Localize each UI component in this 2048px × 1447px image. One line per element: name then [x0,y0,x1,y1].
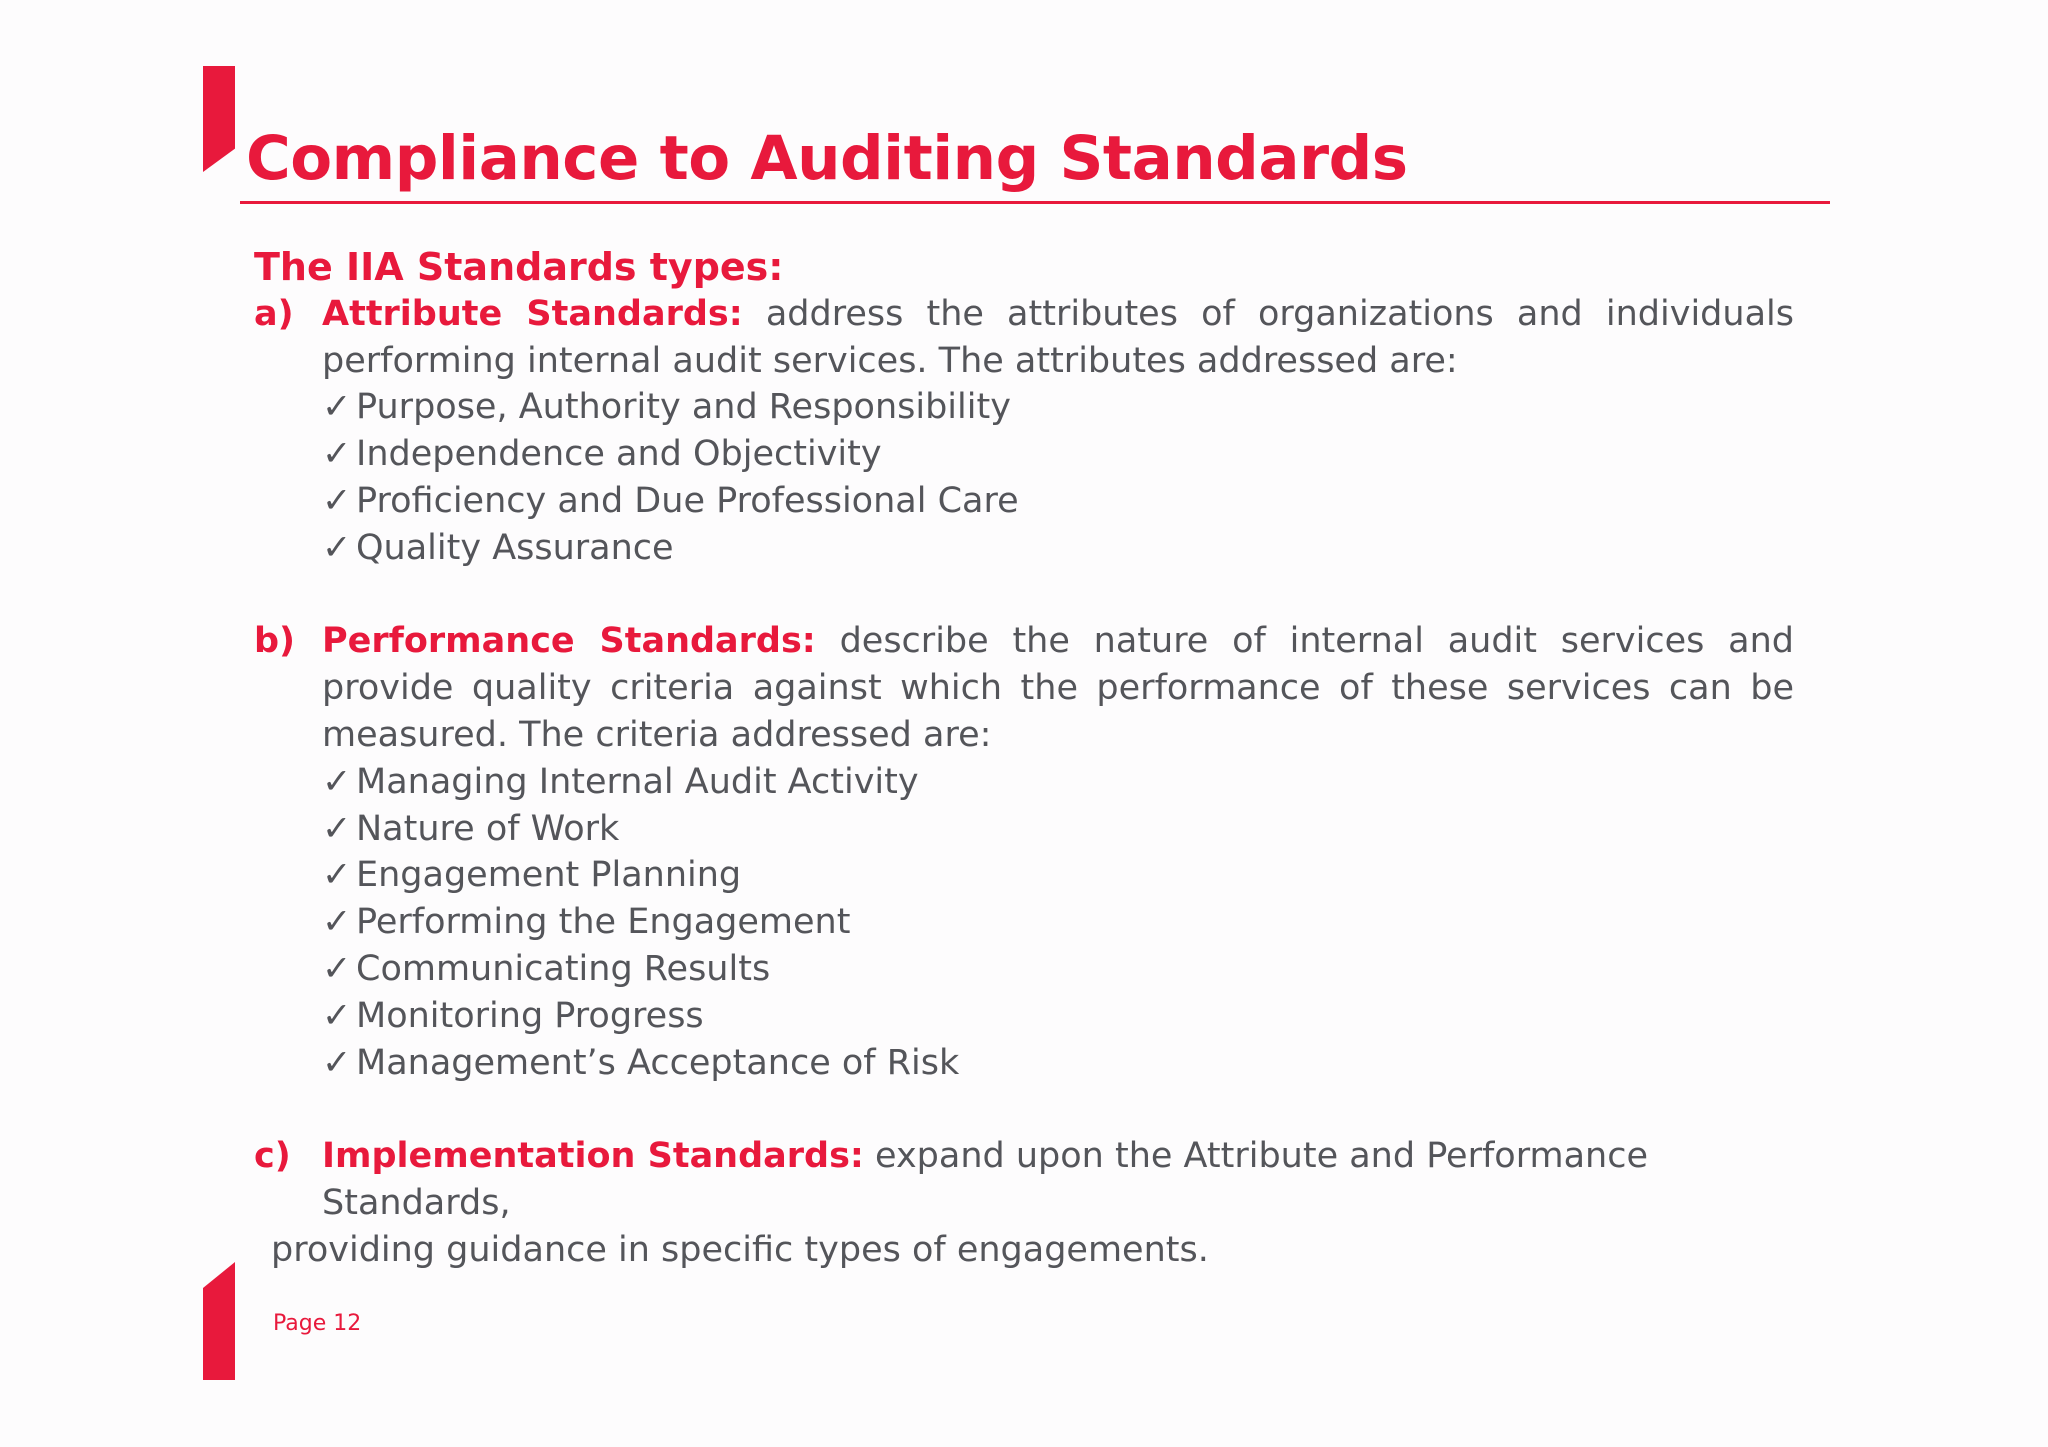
checklist-item-label: Engagement Planning [356,855,742,896]
item-term: Attribute Standards: [322,293,743,334]
checklist-item-label: Performing the Engagement [356,902,851,943]
checklist [322,384,1794,571]
checklist-item [322,852,1794,899]
standard-item-attribute [254,291,1794,572]
checklist-item [322,525,1794,572]
checklist [322,759,1794,1087]
checklist-item-label: Managing Internal Audit Activity [356,761,919,802]
checklist-item [322,806,1794,853]
checklist-item-label: Proficiency and Due Professional Care [356,480,1019,521]
section-heading: The IIA Standards types: [254,245,784,289]
checkmark-icon: ✓ [322,995,352,1036]
item-description-continued: providing guidance in specific types of engagements. [271,1229,1209,1270]
spacer [254,572,1794,619]
item-description: expand upon the Attribute and Performance Standards, [322,1136,1648,1223]
checklist-item-label: Management’s Acceptance of Risk [356,1042,960,1083]
checklist-item-label: Quality Assurance [356,527,674,568]
page-number: Page 12 [273,1311,362,1336]
checkmark-icon: ✓ [322,808,352,849]
item-description: describe the nature of internal audit services and provide quality criteria against which the performance of these services can be measured. The criteria addressed are: [322,621,1794,755]
slide-body [254,244,1794,1274]
title-accent-bar [203,66,235,172]
item-marker: b) [254,621,296,662]
checkmark-icon: ✓ [322,527,352,568]
item-marker: c) [254,1136,291,1177]
footer-accent-bar [203,1262,235,1380]
standard-item-implementation [254,1133,1794,1273]
checklist-item-label: Monitoring Progress [356,995,704,1036]
checklist-item [322,993,1794,1040]
checklist-item [322,899,1794,946]
item-marker: a) [254,293,294,334]
checklist-item [322,759,1794,806]
title-underline [240,201,1830,204]
checklist-item [322,946,1794,993]
checkmark-icon: ✓ [322,948,352,989]
slide-title: Compliance to Auditing Standards [246,123,1408,194]
checklist-item [322,1040,1794,1087]
item-term: Performance Standards: [322,621,816,662]
checklist-item-label: Independence and Objectivity [356,434,882,475]
item-content [271,1133,1794,1273]
checklist-item [322,478,1794,525]
checkmark-icon: ✓ [322,902,352,943]
standard-item-performance [254,618,1794,1086]
spacer [254,1086,1794,1133]
item-description: address the attributes of organizations and individuals performing internal audit services. The attributes addressed are: [322,293,1794,381]
item-term: Implementation Standards: [322,1136,864,1177]
checkmark-icon: ✓ [322,387,352,428]
checkmark-icon: ✓ [322,434,352,475]
checkmark-icon: ✓ [322,480,352,521]
checkmark-icon: ✓ [322,761,352,802]
checkmark-icon: ✓ [322,1042,352,1083]
checkmark-icon: ✓ [322,855,352,896]
checklist-item-label: Communicating Results [356,948,771,989]
checklist-item [322,431,1794,478]
checklist-item-label: Purpose, Authority and Responsibility [356,387,1011,428]
checklist-item [322,384,1794,431]
checklist-item-label: Nature of Work [356,808,620,849]
